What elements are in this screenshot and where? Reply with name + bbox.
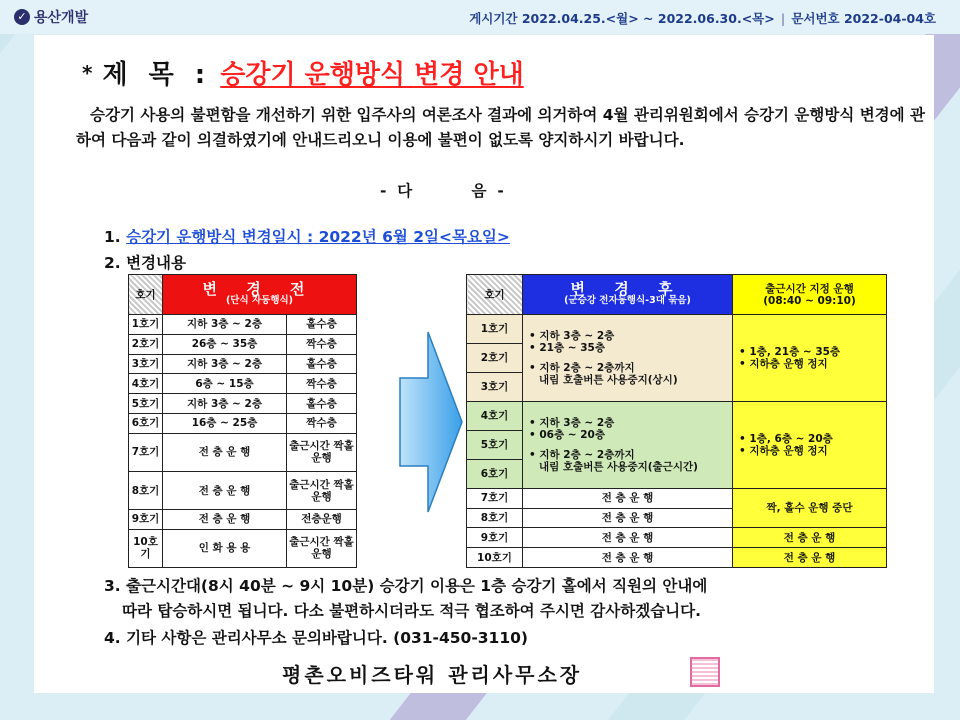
floors-cell: 전 층 운 행	[523, 548, 733, 568]
item-peak-guidance-cont: 따라 탑승하시면 됩니다. 다소 불편하시더라도 적극 협조하여 주시면 감사하겠습니다.	[122, 602, 702, 620]
unit-cell: 2호기	[129, 334, 163, 354]
unit-cell: 6호기	[129, 414, 163, 434]
document-number: 문서번호 2022-04-04호	[791, 11, 936, 26]
unit-cell: 9호기	[467, 528, 523, 548]
group1-line: 내림 호출버튼 사용중지(상시)	[539, 373, 678, 386]
after-header-unit: 호기	[467, 275, 523, 315]
group2-peak-line: • 지하층 운행 정지	[739, 444, 828, 457]
mode-cell: 출근시간 짝홀운행	[287, 529, 357, 567]
company-name: 용산개발	[34, 10, 89, 26]
table-row	[129, 334, 357, 354]
unit-cell: 10호기	[467, 548, 523, 568]
unit-cell: 4호기	[129, 374, 163, 394]
unit-cell: 4호기	[467, 401, 523, 430]
floors-cell: 전 층 운 행	[523, 488, 733, 508]
company-logo	[14, 7, 88, 27]
floors-cell: 지하 3층 ~ 2층	[163, 315, 287, 335]
peak-cell: 전 층 운 행	[733, 548, 887, 568]
table-row	[467, 528, 887, 548]
table-row	[129, 354, 357, 374]
header-bar	[0, 0, 960, 34]
group1-line: • 지하 3층 ~ 2층	[529, 329, 615, 342]
change-date-text: 승강기 운행방식 변경일시 : 2022년 6월 2일<목요일>	[126, 228, 510, 246]
unit-cell: 1호기	[467, 315, 523, 344]
title-bullet: *	[82, 61, 93, 85]
logo-icon: ✓	[14, 9, 30, 25]
floors-cell: 지하 3층 ~ 2층	[163, 394, 287, 414]
group2-cell	[523, 401, 733, 488]
mode-cell: 짝수층	[287, 334, 357, 354]
floors-cell: 26층 ~ 35층	[163, 334, 287, 354]
floors-cell: 전 층 운 행	[523, 508, 733, 528]
unit-cell: 2호기	[467, 343, 523, 372]
after-title-text: 변 경 후	[570, 279, 685, 298]
posting-info: 게시기간 2022.04.25.<월> ~ 2022.06.30.<목> | 문서번호 2022-04-04호	[469, 11, 936, 26]
before-title-text: 변 경 전	[202, 279, 317, 298]
mode-cell: 짝수층	[287, 374, 357, 394]
unit-cell: 6호기	[467, 459, 523, 488]
unit-cell: 7호기	[467, 488, 523, 508]
item-contact: 4. 기타 사항은 관리사무소 문의바랍니다. (031-450-3110)	[104, 629, 528, 647]
mode-cell: 홀수층	[287, 394, 357, 414]
floors-cell: 16층 ~ 25층	[163, 414, 287, 434]
right-arrow-icon	[398, 330, 464, 514]
after-header-title	[523, 275, 733, 315]
unit-cell: 8호기	[467, 508, 523, 528]
group1-line: • 21층 ~ 35층	[529, 341, 605, 354]
table-row	[467, 548, 887, 568]
mode-cell: 출근시간 짝홀운행	[287, 433, 357, 471]
unit-cell: 10호기	[129, 529, 163, 567]
table-row	[129, 433, 357, 471]
group1-line: • 지하 2층 ~ 2층까지	[529, 361, 635, 374]
table-row	[129, 510, 357, 530]
group2-line: • 06층 ~ 20층	[529, 428, 605, 441]
item-number: 1.	[104, 228, 121, 246]
mode-cell: 전층운행	[287, 510, 357, 530]
peak-header	[733, 275, 887, 315]
title-label: 제 목 :	[102, 60, 212, 90]
table-row	[129, 315, 357, 335]
peak-cell: 전 층 운 행	[733, 528, 887, 548]
floors-cell: 전 층 운 행	[163, 433, 287, 471]
before-header-unit: 호기	[129, 275, 163, 315]
title-text: 승강기 운행방식 변경 안내	[220, 60, 524, 90]
after-table	[466, 274, 887, 568]
unit-cell: 9호기	[129, 510, 163, 530]
peak-header-time: (08:40 ~ 09:10)	[763, 294, 856, 307]
floors-cell: 지하 3층 ~ 2층	[163, 354, 287, 374]
table-row	[467, 488, 887, 508]
after-subtitle-text: (군승강 전자동행식-3대 묶음)	[564, 294, 691, 306]
notice-title	[82, 54, 524, 91]
posting-period: 게시기간 2022.04.25.<월> ~ 2022.06.30.<목>	[469, 11, 775, 26]
item-peak-guidance: 3. 출근시간대(8시 40분 ~ 9시 10분) 승강기 이용은 1층 승강기 홀에서 직원의 안내에	[104, 577, 708, 595]
group2-line: • 지하 2층 ~ 2층까지	[529, 448, 635, 461]
seal-stamp-icon	[690, 657, 720, 687]
group2-peak-cell	[733, 401, 887, 488]
unit-cell: 7호기	[129, 433, 163, 471]
mode-cell: 홀수층	[287, 354, 357, 374]
group2-line: 내림 호출버튼 사용중지(출근시간)	[539, 460, 698, 473]
table-row	[129, 374, 357, 394]
unit-cell: 3호기	[467, 372, 523, 401]
item-change-content: 2. 변경내용	[104, 254, 186, 272]
peak-header-text: 출근시간 지정 운행	[765, 282, 854, 295]
unit-cell: 5호기	[129, 394, 163, 414]
before-table	[128, 274, 357, 568]
table-row	[129, 414, 357, 434]
item-change-date	[104, 225, 510, 247]
group1-peak-cell	[733, 315, 887, 402]
floors-cell: 전 층 운 행	[163, 471, 287, 509]
group2-peak-line: • 1층, 6층 ~ 20층	[739, 432, 833, 445]
group1-peak-line: • 지하층 운행 정지	[739, 357, 828, 370]
mode-cell: 홀수층	[287, 315, 357, 335]
mode-cell: 짝수층	[287, 414, 357, 434]
table-row	[129, 471, 357, 509]
table-row	[467, 315, 887, 344]
table-row	[129, 529, 357, 567]
unit-cell: 3호기	[129, 354, 163, 374]
unit-cell: 1호기	[129, 315, 163, 335]
floors-cell: 전 층 운 행	[163, 510, 287, 530]
intro-paragraph: 승강기 사용의 불편함을 개선하기 위한 입주사의 여론조사 결과에 의거하여 4월 관리위원회에서 승강기 운행방식 변경에 관하여 다음과 같이 의결하였기에 안내드리오니 이용에 불편이 없도록 양지하시기 바랍니다.	[76, 106, 925, 149]
group1-cell	[523, 315, 733, 402]
floors-cell: 인 화 용 용	[163, 529, 287, 567]
floors-cell: 6층 ~ 15층	[163, 374, 287, 394]
group2-line: • 지하 3층 ~ 2층	[529, 416, 615, 429]
mode-cell: 출근시간 짝홀운행	[287, 471, 357, 509]
before-subtitle-text: (단식 자동행식)	[225, 294, 294, 306]
unit-cell: 8호기	[129, 471, 163, 509]
unit-cell: 5호기	[467, 430, 523, 459]
table-row	[467, 401, 887, 430]
section-divider: - 다 음 -	[380, 182, 504, 200]
before-header-title	[163, 275, 357, 315]
issuer-signature: 평촌오비즈타워 관리사무소장	[282, 663, 583, 687]
group1-peak-line: • 1층, 21층 ~ 35층	[739, 345, 841, 358]
floors-cell: 전 층 운 행	[523, 528, 733, 548]
table-row	[129, 394, 357, 414]
peak-cell: 짝, 홀수 운행 중단	[733, 488, 887, 528]
